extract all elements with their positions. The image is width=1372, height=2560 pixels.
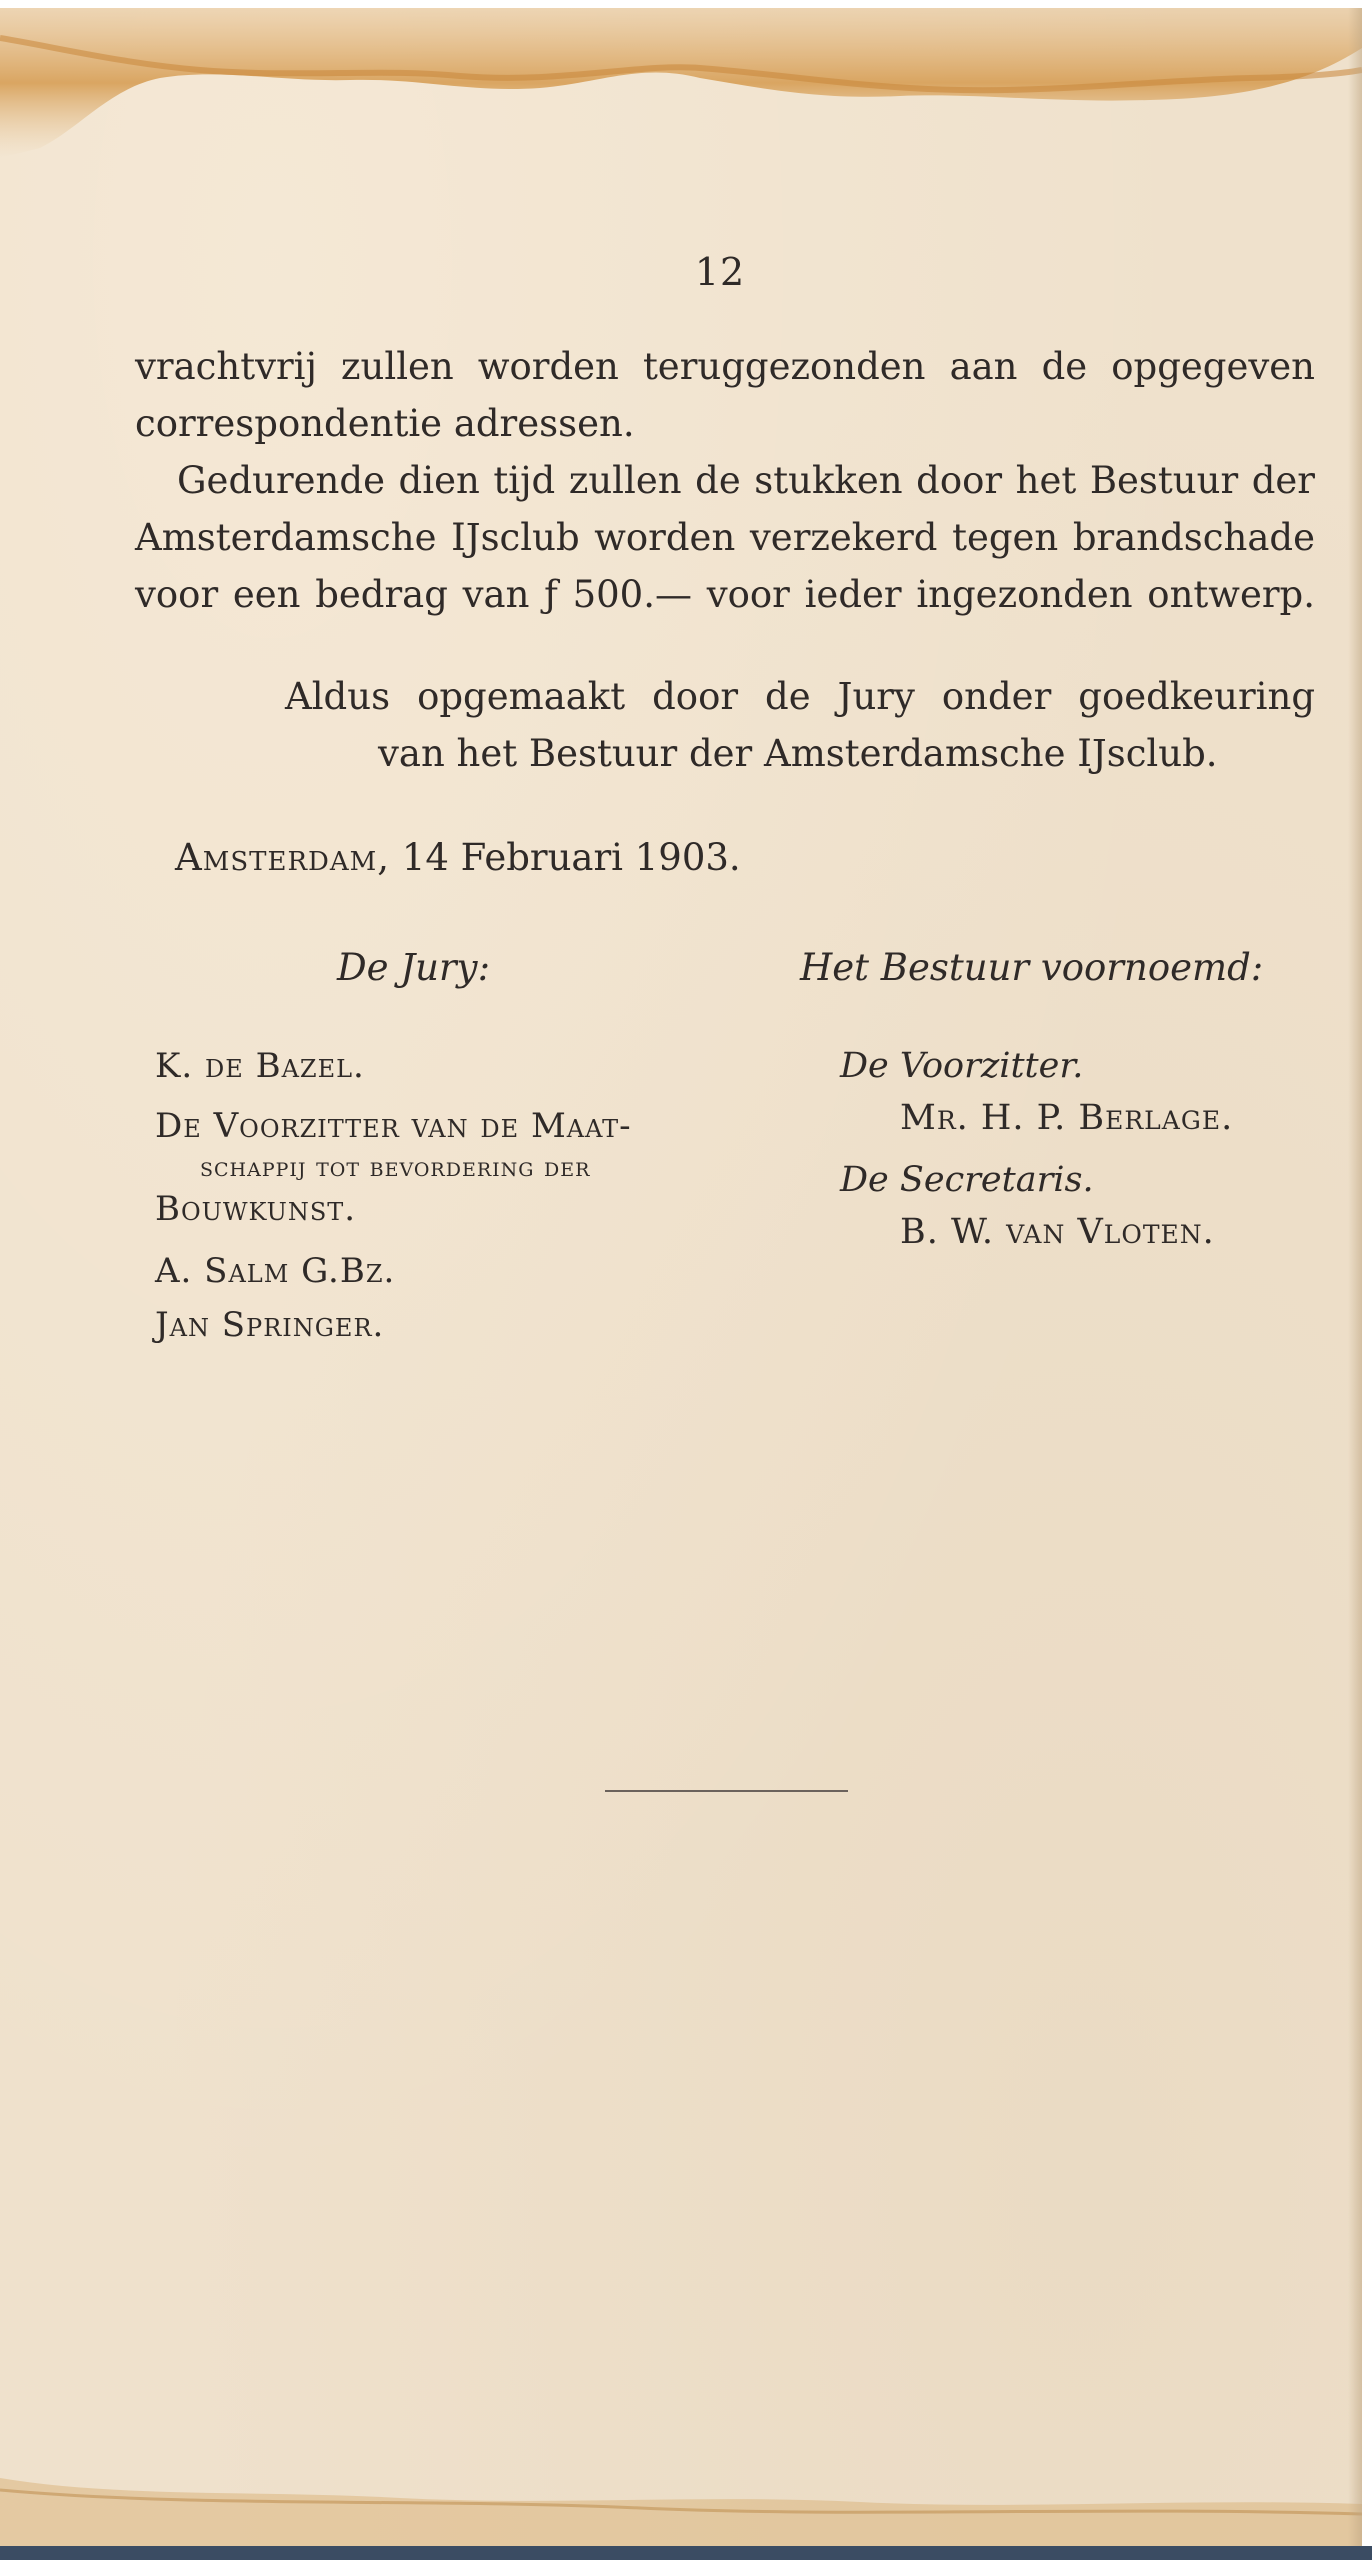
bestuur-name-secretary: B. W. van Vloten.	[900, 1212, 1215, 1252]
section-divider	[605, 1790, 848, 1792]
jury-heading: De Jury:	[337, 946, 491, 989]
paragraph-1	[135, 338, 1315, 452]
bestuur-role-chair: De Voorzitter.	[840, 1046, 1084, 1086]
paragraph-2-line-2: Amsterdamsche IJsclub worden verzekerd tegen brandschade	[135, 516, 1315, 559]
scan-bottom-band	[0, 2546, 1372, 2560]
bestuur-heading: Het Bestuur voornoemd:	[800, 946, 1264, 989]
jury-members	[155, 1046, 715, 1345]
bestuur-name-chair: Mr. H. P. Berlage.	[900, 1098, 1234, 1138]
paragraph-2-line-3: voor een bedrag van ƒ 500.— voor ieder ingezonden ontwerp.	[135, 573, 1315, 616]
place-date	[175, 836, 741, 879]
jury-member-continuation: Bouwkunst.	[155, 1189, 357, 1229]
bestuur-signatories	[840, 1046, 1320, 1252]
jury-member: A. Salm G.Bz.	[155, 1251, 396, 1291]
date: 14 Februari 1903.	[401, 836, 741, 879]
closing-statement	[285, 668, 1315, 782]
paper-edge-shadow	[1348, 8, 1362, 2548]
paragraph-1-line-1: vrachtvrij zullen worden teruggezonden aan de opgegeven	[135, 345, 1315, 388]
body-text	[135, 338, 1315, 623]
water-stain-bottom	[0, 2468, 1362, 2548]
closing-line-1: Aldus opgemaakt door de Jury onder goedkeuring	[285, 675, 1315, 718]
bestuur-role-secretary: De Secretaris.	[840, 1160, 1094, 1200]
jury-member-continuation: schappij tot bevordering der	[200, 1152, 591, 1183]
paragraph-2-line-1: Gedurende dien tijd zullen de stukken door het Bestuur der	[177, 459, 1315, 502]
jury-member: Jan Springer.	[155, 1305, 385, 1345]
paragraph-2	[135, 452, 1315, 623]
water-stain-top	[0, 8, 1362, 158]
jury-member: K. de Bazel.	[155, 1046, 365, 1086]
jury-member: De Voorzitter van de Maat-	[155, 1106, 632, 1146]
document-page	[0, 8, 1362, 2548]
place-name: Amsterdam,	[175, 836, 391, 879]
paragraph-1-line-2: correspondentie adressen.	[135, 402, 635, 445]
page-number: 12	[694, 250, 746, 294]
closing-line-2: van het Bestuur der Amsterdamsche IJsclub.	[378, 732, 1218, 775]
